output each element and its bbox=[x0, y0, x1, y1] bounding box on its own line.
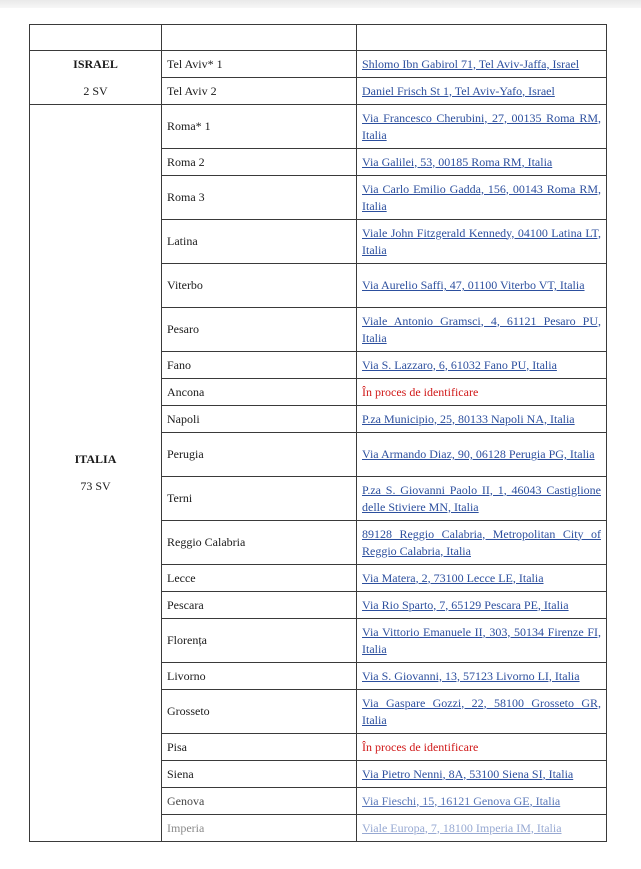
address-cell bbox=[357, 105, 607, 149]
city-cell: Viterbo bbox=[162, 264, 357, 308]
country-cell bbox=[30, 105, 162, 842]
city-cell: Roma 3 bbox=[162, 176, 357, 220]
address-cell bbox=[357, 663, 607, 690]
country-name: ISRAEL bbox=[73, 56, 118, 71]
header-cell-country bbox=[30, 25, 162, 51]
address-link[interactable]: P.za Municipio, 25, 80133 Napoli NA, Italia bbox=[362, 411, 575, 426]
document-page bbox=[29, 24, 607, 842]
address-cell bbox=[357, 815, 607, 842]
address-link[interactable]: P.za S. Giovanni Paolo II, 1, 46043 Castiglione delle Stiviere MN, Italia bbox=[362, 482, 601, 514]
city-cell: Ancona bbox=[162, 379, 357, 406]
address-cell bbox=[357, 149, 607, 176]
address-cell bbox=[357, 51, 607, 78]
address-link[interactable]: Via Galilei, 53, 00185 Roma RM, Italia bbox=[362, 154, 553, 169]
table-row bbox=[30, 105, 607, 149]
address-link[interactable]: Via S. Giovanni, 13, 57123 Livorno LI, Italia bbox=[362, 668, 580, 683]
city-cell: Reggio Calabria bbox=[162, 521, 357, 565]
address-cell bbox=[357, 761, 607, 788]
city-cell: Roma* 1 bbox=[162, 105, 357, 149]
top-edge bbox=[0, 0, 641, 8]
address-cell bbox=[357, 264, 607, 308]
city-cell: Pisa bbox=[162, 734, 357, 761]
address-link[interactable]: Daniel Frisch St 1, Tel Aviv-Yafo, Israel bbox=[362, 83, 555, 98]
city-cell: Livorno bbox=[162, 663, 357, 690]
address-cell bbox=[357, 565, 607, 592]
city-cell: Terni bbox=[162, 477, 357, 521]
city-cell: Grosseto bbox=[162, 690, 357, 734]
address-cell bbox=[357, 352, 607, 379]
city-cell: Tel Aviv 2 bbox=[162, 78, 357, 105]
polling-stations-table bbox=[29, 24, 607, 842]
header-cell-address bbox=[357, 25, 607, 51]
address-link[interactable]: Via Rio Sparto, 7, 65129 Pescara PE, Italia bbox=[362, 597, 569, 612]
address-cell bbox=[357, 690, 607, 734]
city-cell: Pesaro bbox=[162, 308, 357, 352]
city-cell: Genova bbox=[162, 788, 357, 815]
address-link[interactable]: Via Carlo Emilio Gadda, 156, 00143 Roma RM, Italia bbox=[362, 181, 601, 213]
address-cell bbox=[357, 619, 607, 663]
address-link[interactable]: Via Matera, 2, 73100 Lecce LE, Italia bbox=[362, 570, 544, 585]
city-cell: Tel Aviv* 1 bbox=[162, 51, 357, 78]
address-link[interactable]: Via S. Lazzaro, 6, 61032 Fano PU, Italia bbox=[362, 357, 557, 372]
city-cell: Napoli bbox=[162, 406, 357, 433]
city-cell: Perugia bbox=[162, 433, 357, 477]
address-cell bbox=[357, 176, 607, 220]
country-name: ITALIA bbox=[74, 452, 117, 466]
city-cell: Siena bbox=[162, 761, 357, 788]
station-count: 73 SV bbox=[80, 479, 111, 493]
address-link[interactable]: Via Gaspare Gozzi, 22, 58100 Grosseto GR, Italia bbox=[362, 695, 601, 727]
address-link[interactable]: Viale John Fitzgerald Kennedy, 04100 Latina LT, Italia bbox=[362, 225, 601, 257]
address-link[interactable]: 89128 Reggio Calabria, Metropolitan City of Reggio Calabria, Italia bbox=[362, 526, 601, 558]
table-row bbox=[30, 51, 607, 78]
address-link[interactable]: Via Francesco Cherubini, 27, 00135 Roma RM, Italia bbox=[362, 110, 601, 142]
table-header-row bbox=[30, 25, 607, 51]
address-cell bbox=[357, 308, 607, 352]
address-link[interactable]: Via Aurelio Saffi, 47, 01100 Viterbo VT, Italia bbox=[362, 278, 585, 292]
address-cell bbox=[357, 78, 607, 105]
address-link[interactable]: Viale Antonio Gramsci, 4, 61121 Pesaro PU, Italia bbox=[362, 313, 601, 345]
pending-identification-text: În proces de identificare bbox=[362, 384, 479, 399]
city-cell: Latina bbox=[162, 220, 357, 264]
city-cell: Imperia bbox=[162, 815, 357, 842]
address-cell bbox=[357, 521, 607, 565]
city-cell: Florența bbox=[162, 619, 357, 663]
station-count: 2 SV bbox=[83, 83, 108, 98]
address-link[interactable]: Via Vittorio Emanuele II, 303, 50134 Firenze FI, Italia bbox=[362, 624, 601, 656]
address-cell bbox=[357, 477, 607, 521]
address-cell bbox=[357, 592, 607, 619]
city-cell: Lecce bbox=[162, 565, 357, 592]
pending-identification-text: În proces de identificare bbox=[362, 739, 479, 754]
address-link[interactable]: Shlomo Ibn Gabirol 71, Tel Aviv-Jaffa, Israel bbox=[362, 56, 580, 71]
address-link[interactable]: Viale Europa, 7, 18100 Imperia IM, Italia bbox=[362, 820, 562, 835]
city-cell: Fano bbox=[162, 352, 357, 379]
address-cell bbox=[357, 433, 607, 477]
header-cell-city bbox=[162, 25, 357, 51]
address-cell bbox=[357, 734, 607, 761]
city-cell: Pescara bbox=[162, 592, 357, 619]
address-cell bbox=[357, 788, 607, 815]
city-cell: Roma 2 bbox=[162, 149, 357, 176]
address-link[interactable]: Via Pietro Nenni, 8A, 53100 Siena SI, Italia bbox=[362, 766, 574, 781]
address-link[interactable]: Via Fieschi, 15, 16121 Genova GE, Italia bbox=[362, 793, 561, 808]
address-cell bbox=[357, 220, 607, 264]
address-link[interactable]: Via Armando Diaz, 90, 06128 Perugia PG, Italia bbox=[362, 447, 595, 461]
address-cell bbox=[357, 406, 607, 433]
address-cell bbox=[357, 379, 607, 406]
country-cell bbox=[30, 51, 162, 105]
